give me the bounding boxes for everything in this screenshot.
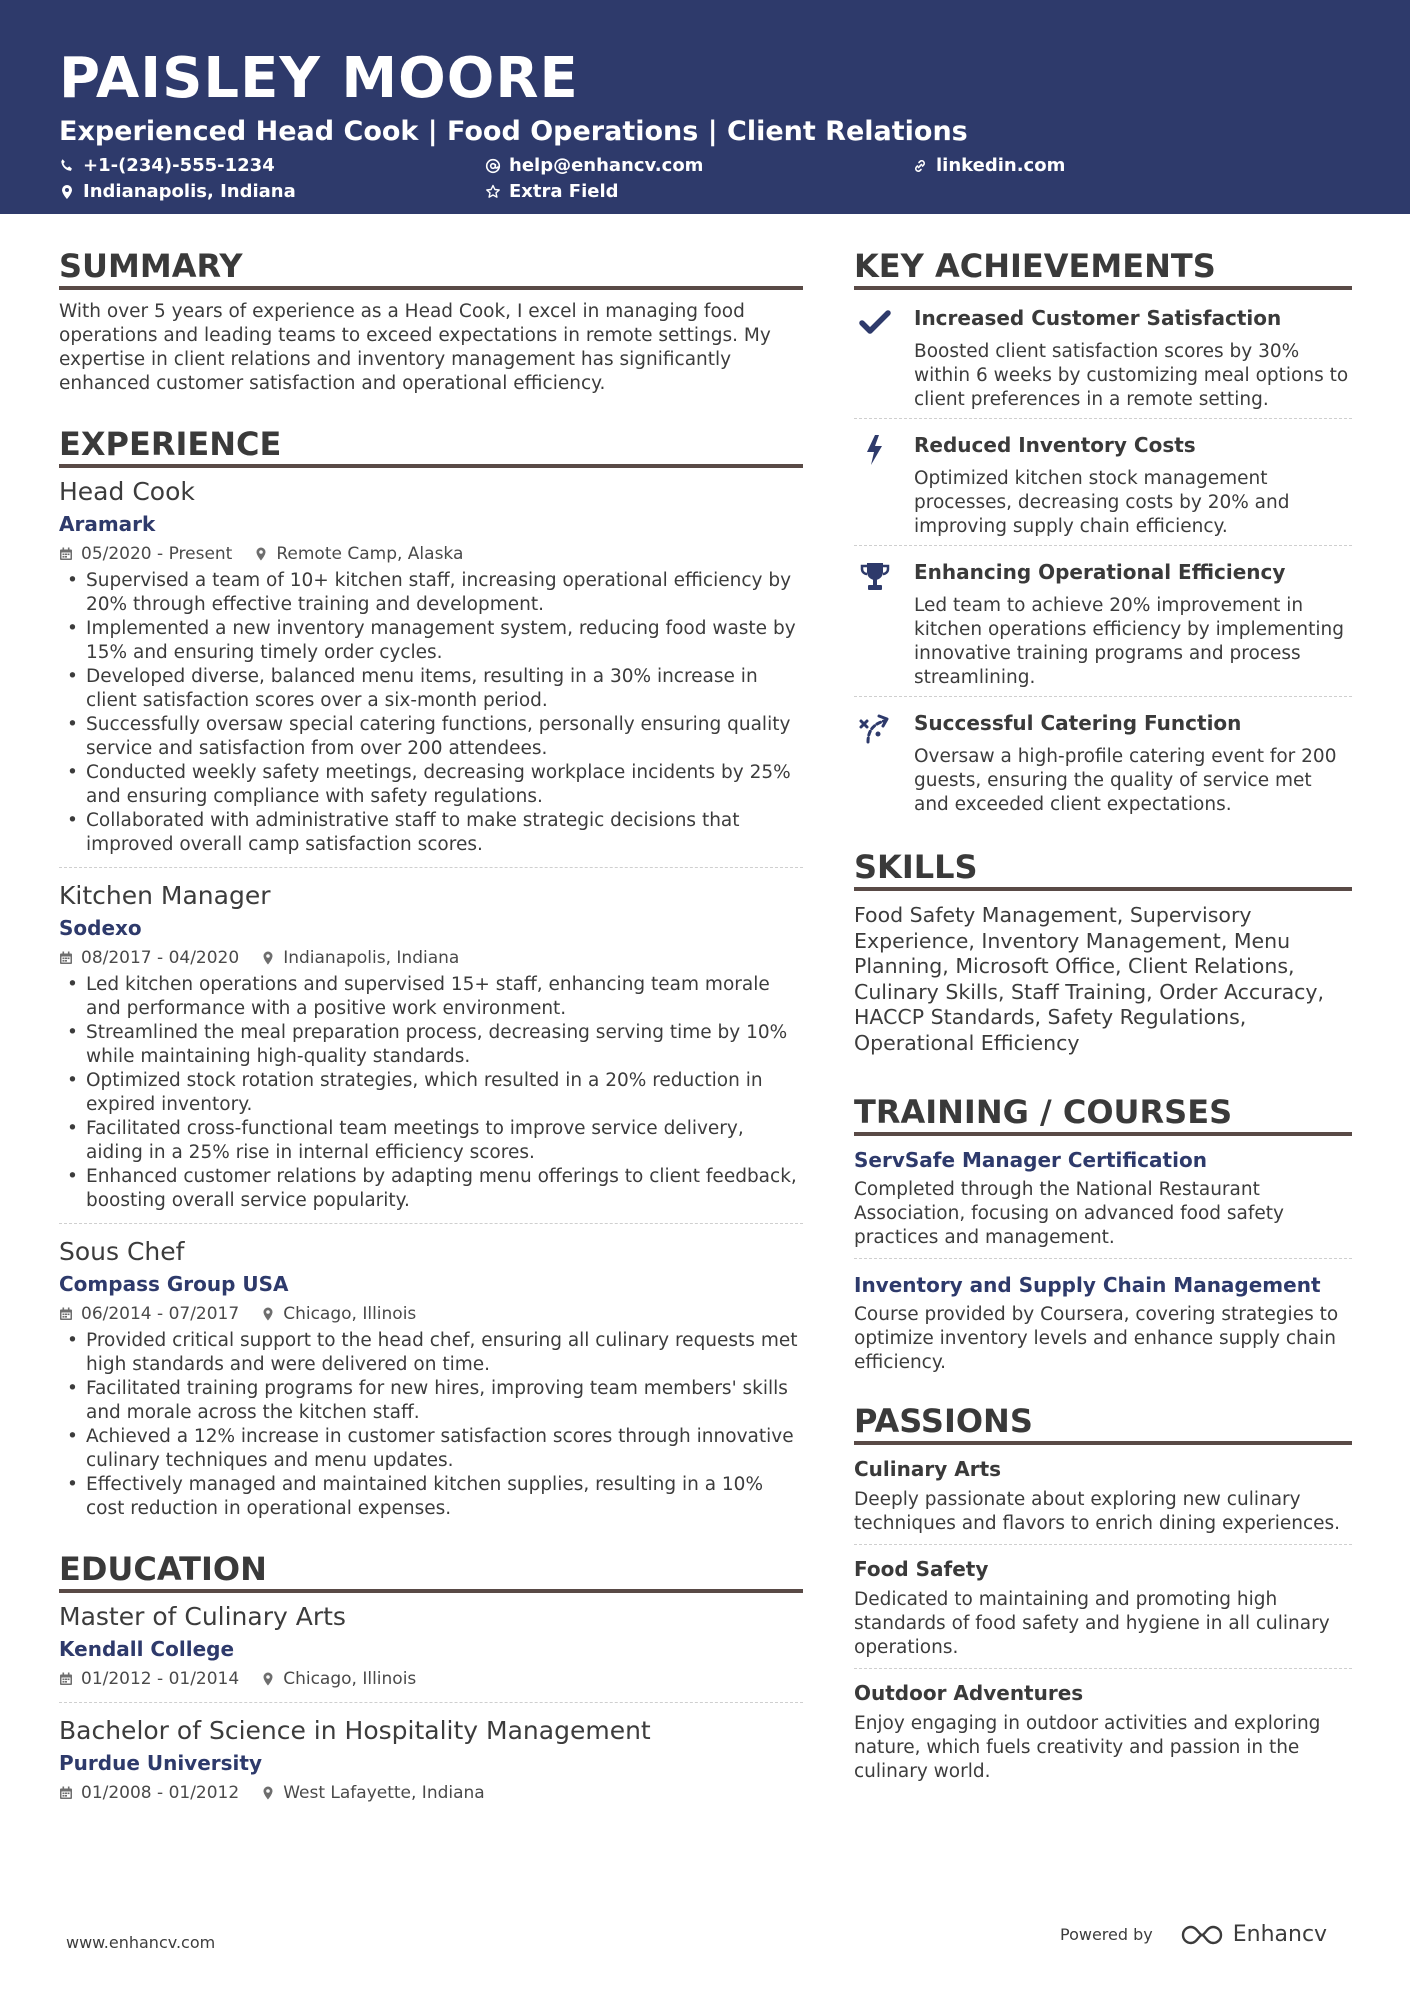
bullet-item: • Supervised a team of 10+ kitchen staff, increasing operational efficiency by 20% through effective training and development. [59, 569, 803, 617]
location-text: West Lafayette, Indiana [283, 1783, 485, 1803]
section-title: PASSIONS [854, 1401, 1352, 1445]
achievement-desc: Optimized kitchen stock management processes, decreasing costs by 20% and improving supply chain efficiency. [914, 468, 1290, 537]
achievement-item [854, 697, 1352, 823]
strategy-icon [858, 711, 892, 745]
bullet-item: • Effectively managed and maintained kitchen supplies, resulting in a 10% cost reduction in operational expenses. [59, 1473, 803, 1521]
passion-desc: Dedicated to maintaining and promoting high standards of food safety and hygiene in all culinary operations. [854, 1589, 1330, 1658]
job-title: Sous Chef [59, 1237, 185, 1266]
bullet-item: • Conducted weekly safety meetings, decreasing workplace incidents by 25% and ensuring compliance with safety regulations. [59, 761, 803, 809]
bullet-item: • Facilitated training programs for new hires, improving team members' skills and morale across the kitchen staff. [59, 1377, 803, 1425]
resume-header [0, 0, 1410, 214]
experience-entry [59, 880, 803, 1224]
degree-title: Bachelor of Science in Hospitality Management [59, 1716, 651, 1745]
achievement-title: Reduced Inventory Costs [914, 433, 1196, 457]
company-name: Compass Group USA [59, 1272, 289, 1296]
calendar-icon [59, 1307, 73, 1321]
passion-item [854, 1677, 1352, 1792]
location-text: Indianapolis, Indiana [283, 948, 460, 968]
skills-section [854, 847, 1352, 1056]
brand-name: Enhancv [1232, 1922, 1328, 1947]
dates-text: 05/2020 - Present [81, 544, 233, 564]
education-section [59, 1549, 803, 1816]
right-column [854, 246, 1352, 1800]
dates-text: 08/2017 - 04/2020 [81, 948, 240, 968]
contact-extra [485, 181, 619, 202]
job-meta [59, 1301, 803, 1327]
location-pin-icon [254, 547, 268, 561]
passions-section [854, 1401, 1352, 1792]
achievement-desc: Boosted client satisfaction scores by 30% within 6 weeks by customizing meal options to client preferences in a remote setting. [914, 341, 1349, 410]
bullet-item: • Collaborated with administrative staff to make strategic decisions that improved overall camp satisfaction scores. [59, 809, 803, 857]
location-pin-icon [261, 1786, 275, 1800]
job-location [254, 541, 463, 567]
course-desc: Course provided by Coursera, covering strategies to optimize inventory levels and enhance supply chain efficiency. [854, 1304, 1339, 1373]
bullet-item: • Streamlined the meal preparation process, decreasing serving time by 10% while maintaining high-quality standards. [59, 1021, 803, 1069]
job-title: Head Cook [59, 477, 195, 506]
education-location [261, 1666, 416, 1692]
achievement-item [854, 292, 1352, 419]
trophy-icon [858, 560, 892, 594]
section-title: SUMMARY [59, 246, 803, 290]
course-item [854, 1144, 1352, 1259]
link-icon [912, 158, 928, 174]
section-title: EXPERIENCE [59, 424, 803, 468]
skills-list: Food Safety Management, Supervisory Experience, Inventory Management, Menu Planning, Microsoft Office, Client Relations, Culinary Skills, Staff Training, Order Accuracy, HACCP Standards, Safety Regulations, Operational Efficiency [854, 903, 1325, 1055]
training-section [854, 1092, 1352, 1383]
passion-desc: Enjoy engaging in outdoor activities and exploring nature, which fuels creativity and passion in the culinary world. [854, 1713, 1321, 1782]
bullet-item: • Implemented a new inventory management system, reducing food waste by 15% and ensuring timely order cycles. [59, 617, 803, 665]
section-title: TRAINING / COURSES [854, 1092, 1352, 1136]
course-title: Inventory and Supply Chain Management [854, 1273, 1321, 1297]
passion-item [854, 1453, 1352, 1545]
summary-section [59, 246, 803, 396]
experience-entry [59, 476, 803, 868]
passion-item [854, 1553, 1352, 1669]
course-title: ServSafe Manager Certification [854, 1148, 1207, 1172]
education-dates [59, 1666, 239, 1692]
achievement-desc: Oversaw a high-profile catering event for 200 guests, ensuring the quality of service met and exceeded client expectations. [914, 746, 1337, 815]
checkmark-icon [858, 306, 892, 340]
candidate-tagline: Experienced Head Cook | Food Operations | Client Relations [59, 116, 968, 147]
bullet-item: • Led kitchen operations and supervised 15+ staff, enhancing team morale and performance with a positive work environment. [59, 973, 803, 1021]
education-location [261, 1780, 485, 1806]
passion-desc: Deeply passionate about exploring new culinary techniques and flavors to enrich dining experiences. [854, 1489, 1341, 1534]
passion-title: Outdoor Adventures [854, 1681, 1084, 1705]
calendar-icon [59, 1786, 73, 1800]
job-bullets [59, 1329, 803, 1521]
lightning-icon [858, 433, 892, 467]
course-desc: Completed through the National Restaurant Association, focusing on advanced food safety practices and management. [854, 1179, 1284, 1248]
bullet-item: • Achieved a 12% increase in customer satisfaction scores through innovative culinary techniques and menu updates. [59, 1425, 803, 1473]
powered-by-text: Powered by [1060, 1925, 1153, 1944]
location-pin-icon [261, 1307, 275, 1321]
at-icon [485, 158, 501, 174]
dates-text: 06/2014 - 07/2017 [81, 1304, 240, 1324]
experience-entry [59, 1236, 803, 1531]
summary-text: With over 5 years of experience as a Head Cook, I excel in managing food operations and leading teams to exceed expectations in remote settings. My expertise in client relations and inventory management has significantly enhanced customer satisfaction and operational efficiency. [59, 301, 771, 394]
bullet-item: • Successfully oversaw special catering functions, personally ensuring quality service and satisfaction from over 200 attendees. [59, 713, 803, 761]
education-meta [59, 1666, 803, 1692]
bullet-item: • Optimized stock rotation strategies, which resulted in a 20% reduction in expired inventory. [59, 1069, 803, 1117]
job-title: Kitchen Manager [59, 881, 271, 910]
footer-website[interactable]: www.enhancv.com [66, 1933, 216, 1952]
calendar-icon [59, 1672, 73, 1686]
bullet-item: • Provided critical support to the head chef, ensuring all culinary requests met high standards and were delivered on time. [59, 1329, 803, 1377]
education-entry [59, 1601, 803, 1703]
education-entry [59, 1715, 803, 1816]
location-pin-icon [59, 184, 75, 200]
achievement-title: Increased Customer Satisfaction [914, 306, 1282, 330]
star-icon [485, 184, 501, 200]
bullet-item: • Facilitated cross-functional team meetings to improve service delivery, aiding in a 25% rise in internal efficiency scores. [59, 1117, 803, 1165]
achievement-item [854, 546, 1352, 697]
achievement-title: Successful Catering Function [914, 711, 1242, 735]
section-title: EDUCATION [59, 1549, 803, 1593]
contact-phone[interactable] [59, 155, 275, 176]
job-location [261, 1301, 416, 1327]
bullet-item: • Enhanced customer relations by adapting menu offerings to client feedback, boosting overall service popularity. [59, 1165, 803, 1213]
phone-icon [59, 158, 75, 174]
key-achievements-section [854, 246, 1352, 823]
calendar-icon [59, 547, 73, 561]
dates-text: 01/2008 - 01/2012 [81, 1783, 240, 1803]
location-pin-icon [261, 951, 275, 965]
location-text: Chicago, Illinois [283, 1304, 417, 1324]
section-title: SKILLS [854, 847, 1352, 891]
dates-text: 01/2012 - 01/2014 [81, 1669, 240, 1689]
contact-info [59, 155, 1351, 209]
job-meta [59, 541, 803, 567]
passion-title: Culinary Arts [854, 1457, 1002, 1481]
footer-branding [1060, 1922, 1327, 1947]
achievement-title: Enhancing Operational Efficiency [914, 560, 1286, 584]
location-pin-icon [261, 1672, 275, 1686]
job-dates [59, 1301, 239, 1327]
location-text: Indianapolis, Indiana [83, 181, 296, 202]
location-text: Chicago, Illinois [283, 1669, 417, 1689]
job-dates [59, 945, 239, 971]
job-meta [59, 945, 803, 971]
calendar-icon [59, 951, 73, 965]
education-dates [59, 1780, 239, 1806]
education-meta [59, 1780, 803, 1806]
linkedin-text: linkedin.com [936, 155, 1066, 176]
experience-section [59, 424, 803, 1531]
job-bullets [59, 973, 803, 1213]
phone-text: +1-(234)-555-1234 [83, 155, 275, 176]
left-column [59, 246, 803, 1828]
company-name: Sodexo [59, 916, 142, 940]
degree-title: Master of Culinary Arts [59, 1602, 346, 1631]
school-name: Kendall College [59, 1637, 235, 1661]
contact-email[interactable] [485, 155, 703, 176]
contact-location [59, 181, 296, 202]
course-item [854, 1269, 1352, 1383]
company-name: Aramark [59, 512, 156, 536]
candidate-name: PAISLEY MOORE [59, 46, 579, 111]
contact-linkedin[interactable] [912, 155, 1065, 176]
email-text: help@enhancv.com [509, 155, 704, 176]
location-text: Remote Camp, Alaska [276, 544, 464, 564]
school-name: Purdue University [59, 1751, 262, 1775]
bullet-item: • Developed diverse, balanced menu items, resulting in a 30% increase in client satisfaction scores over a six-month period. [59, 665, 803, 713]
section-title: KEY ACHIEVEMENTS [854, 246, 1352, 290]
enhancv-logo-icon [1179, 1923, 1225, 1947]
job-location [261, 945, 459, 971]
achievement-desc: Led team to achieve 20% improvement in kitchen operations efficiency by implementing innovative training programs and process streamlining. [914, 595, 1345, 688]
job-bullets [59, 569, 803, 857]
achievement-item [854, 419, 1352, 546]
brand-logo[interactable] [1179, 1922, 1327, 1947]
extra-field-text: Extra Field [509, 181, 619, 202]
passion-title: Food Safety [854, 1557, 989, 1581]
job-dates [59, 541, 232, 567]
